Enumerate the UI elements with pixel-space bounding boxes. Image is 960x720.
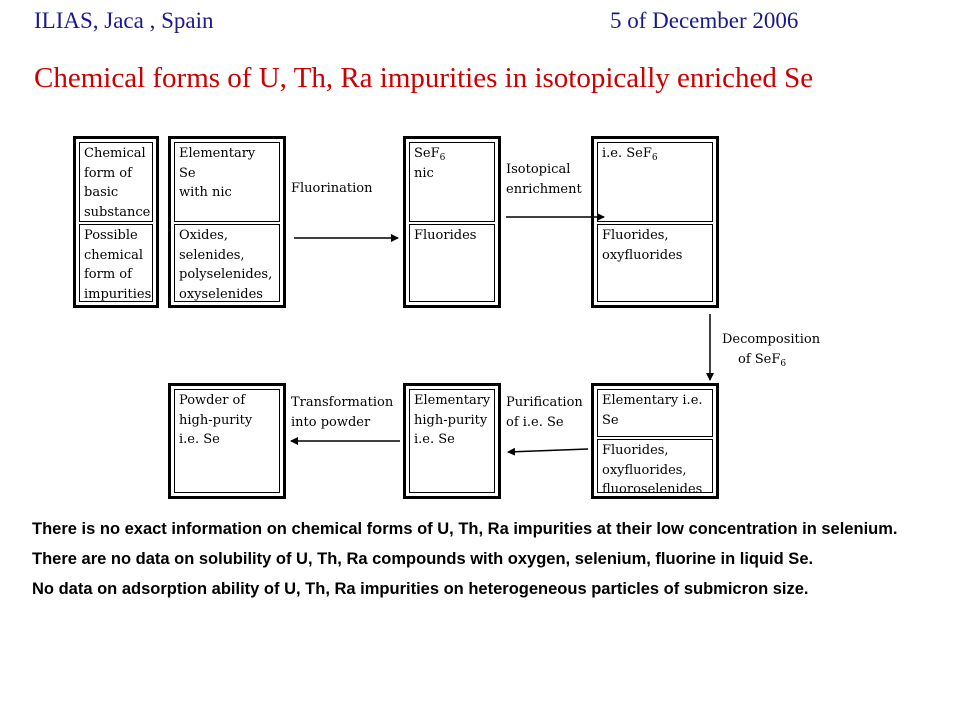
step3-substance: i.e. SeF$_6$ [597, 142, 713, 222]
step6-substance: Powder of high-purity i.e. Se [174, 389, 280, 493]
arrow-label-purification: Purification of i.e. Se [506, 395, 583, 430]
arrow-label-decomposition: Decomposition of SeF$_6$ [722, 332, 821, 369]
step2-impurities: Fluorides [409, 224, 495, 302]
step4-substance: Elementary i.e. Se [597, 389, 713, 437]
step1-substance: Elementary Se with nic [174, 142, 280, 222]
step-high-purity-se-box [403, 383, 501, 499]
arrow-label-transformation: Transformation into powder [291, 395, 394, 430]
step5-substance: Elementary high-purity i.e. Se [409, 389, 495, 493]
arrow-purification [508, 449, 588, 452]
step1-impurities: Oxides, selenides, polyselenides, oxyselenides [174, 224, 280, 302]
legend-basic-substance: Chemical form of basic substance [79, 142, 153, 222]
step-enriched-sef6-box [591, 136, 719, 308]
legend-box [73, 136, 159, 308]
note-1: There is no exact information on chemical forms of U, Th, Ra impurities at their low concentration in selenium. [32, 520, 898, 538]
step-sef6-nic-box [403, 136, 501, 308]
step-elementary-ie-se-box [591, 383, 719, 499]
arrow-label-isotopical-enrichment: Isotopical enrichment [506, 162, 582, 197]
note-2: There are no data on solubility of U, Th, Ra compounds with oxygen, selenium, fluorine in liquid Se. [32, 550, 814, 568]
notes [32, 518, 922, 608]
arrow-label-fluorination: Fluorination [291, 181, 373, 196]
header-location: ILIAS, Jaca , Spain [34, 8, 214, 33]
step-elementary-se-box [168, 136, 286, 308]
step3-impurities: Fluorides, oxyfluorides [597, 224, 713, 302]
step-powder-box [168, 383, 286, 499]
note-3: No data on adsorption ability of U, Th, Ra impurities on heterogeneous particles of submicron size. [32, 580, 809, 598]
header-date: 5 of December 2006 [610, 8, 799, 33]
legend-impurities: Possible chemical form of impurities [79, 224, 153, 302]
step2-substance: SeF$_6$ nic [409, 142, 495, 222]
slide-title: Chemical forms of U, Th, Ra impurities in isotopically enriched Se [34, 62, 814, 94]
step4-impurities: Fluorides, oxyfluorides, fluoroselenides [597, 439, 713, 493]
